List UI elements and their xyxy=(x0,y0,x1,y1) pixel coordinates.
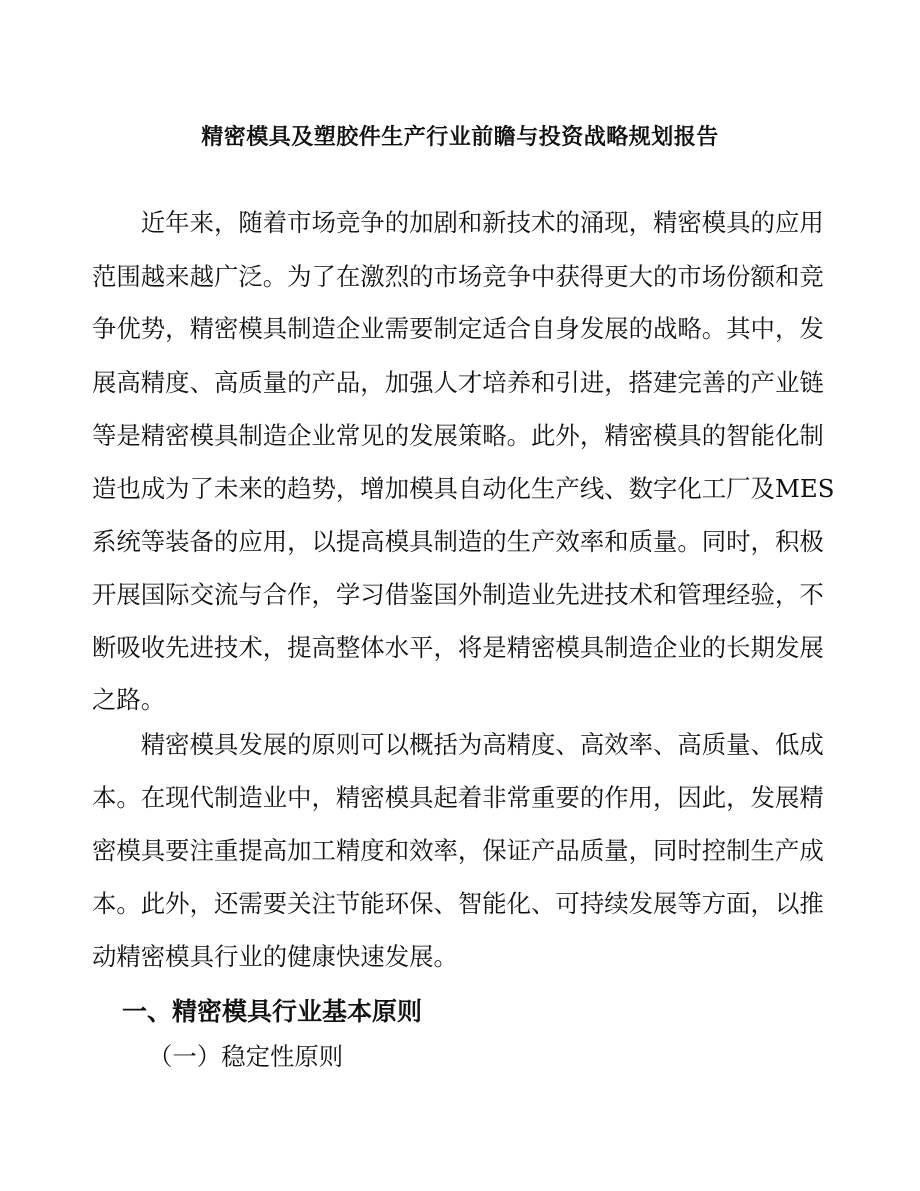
paragraph-line: 本。此外，还需要关注节能环保、智能化、可持续发展等方面，以推 xyxy=(92,889,824,918)
paragraph-line: 动精密模具行业的健康快速发展。 xyxy=(92,942,458,971)
paragraph-line: 造也成为了未来的趋势，增加模具自动化生产线、数字化工厂及MES xyxy=(92,474,835,503)
paragraph-line: 开展国际交流与合作，学习借鉴国外制造业先进技术和管理经验，不 xyxy=(92,580,824,609)
subsection-heading: （一）稳定性原则 xyxy=(148,1042,344,1071)
paragraph-line: 范围越来越广泛。为了在激烈的市场竞争中获得更大的市场份额和竞 xyxy=(92,262,824,291)
paragraph-line: 密模具要注重提高加工精度和效率，保证产品质量，同时控制生产成 xyxy=(92,836,824,865)
paragraph-line: 本。在现代制造业中，精密模具起着非常重要的作用，因此，发展精 xyxy=(92,783,824,812)
paragraph-line: 精密模具发展的原则可以概括为高精度、高效率、高质量、低成 xyxy=(92,730,824,759)
document-title: 精密模具及塑胶件生产行业前瞻与投资战略规划报告 xyxy=(201,124,719,150)
paragraph-line: 之路。 xyxy=(92,685,166,714)
paragraph-line: 系统等装备的应用，以提高模具制造的生产效率和质量。同时，积极 xyxy=(92,527,824,556)
paragraph-line: 等是精密模具制造企业常见的发展策略。此外，精密模具的智能化制 xyxy=(92,421,824,450)
section-heading: 一、精密模具行业基本原则 xyxy=(122,997,423,1026)
paragraph-line: 断吸收先进技术，提高整体水平，将是精密模具制造企业的长期发展 xyxy=(92,633,824,662)
paragraph-line: 争优势，精密模具制造企业需要制定适合自身发展的战略。其中，发 xyxy=(92,314,824,343)
paragraph-line: 近年来，随着市场竞争的加剧和新技术的涌现，精密模具的应用 xyxy=(92,208,824,237)
paragraph-line: 展高精度、高质量的产品，加强人才培养和引进，搭建完善的产业链 xyxy=(92,368,824,397)
